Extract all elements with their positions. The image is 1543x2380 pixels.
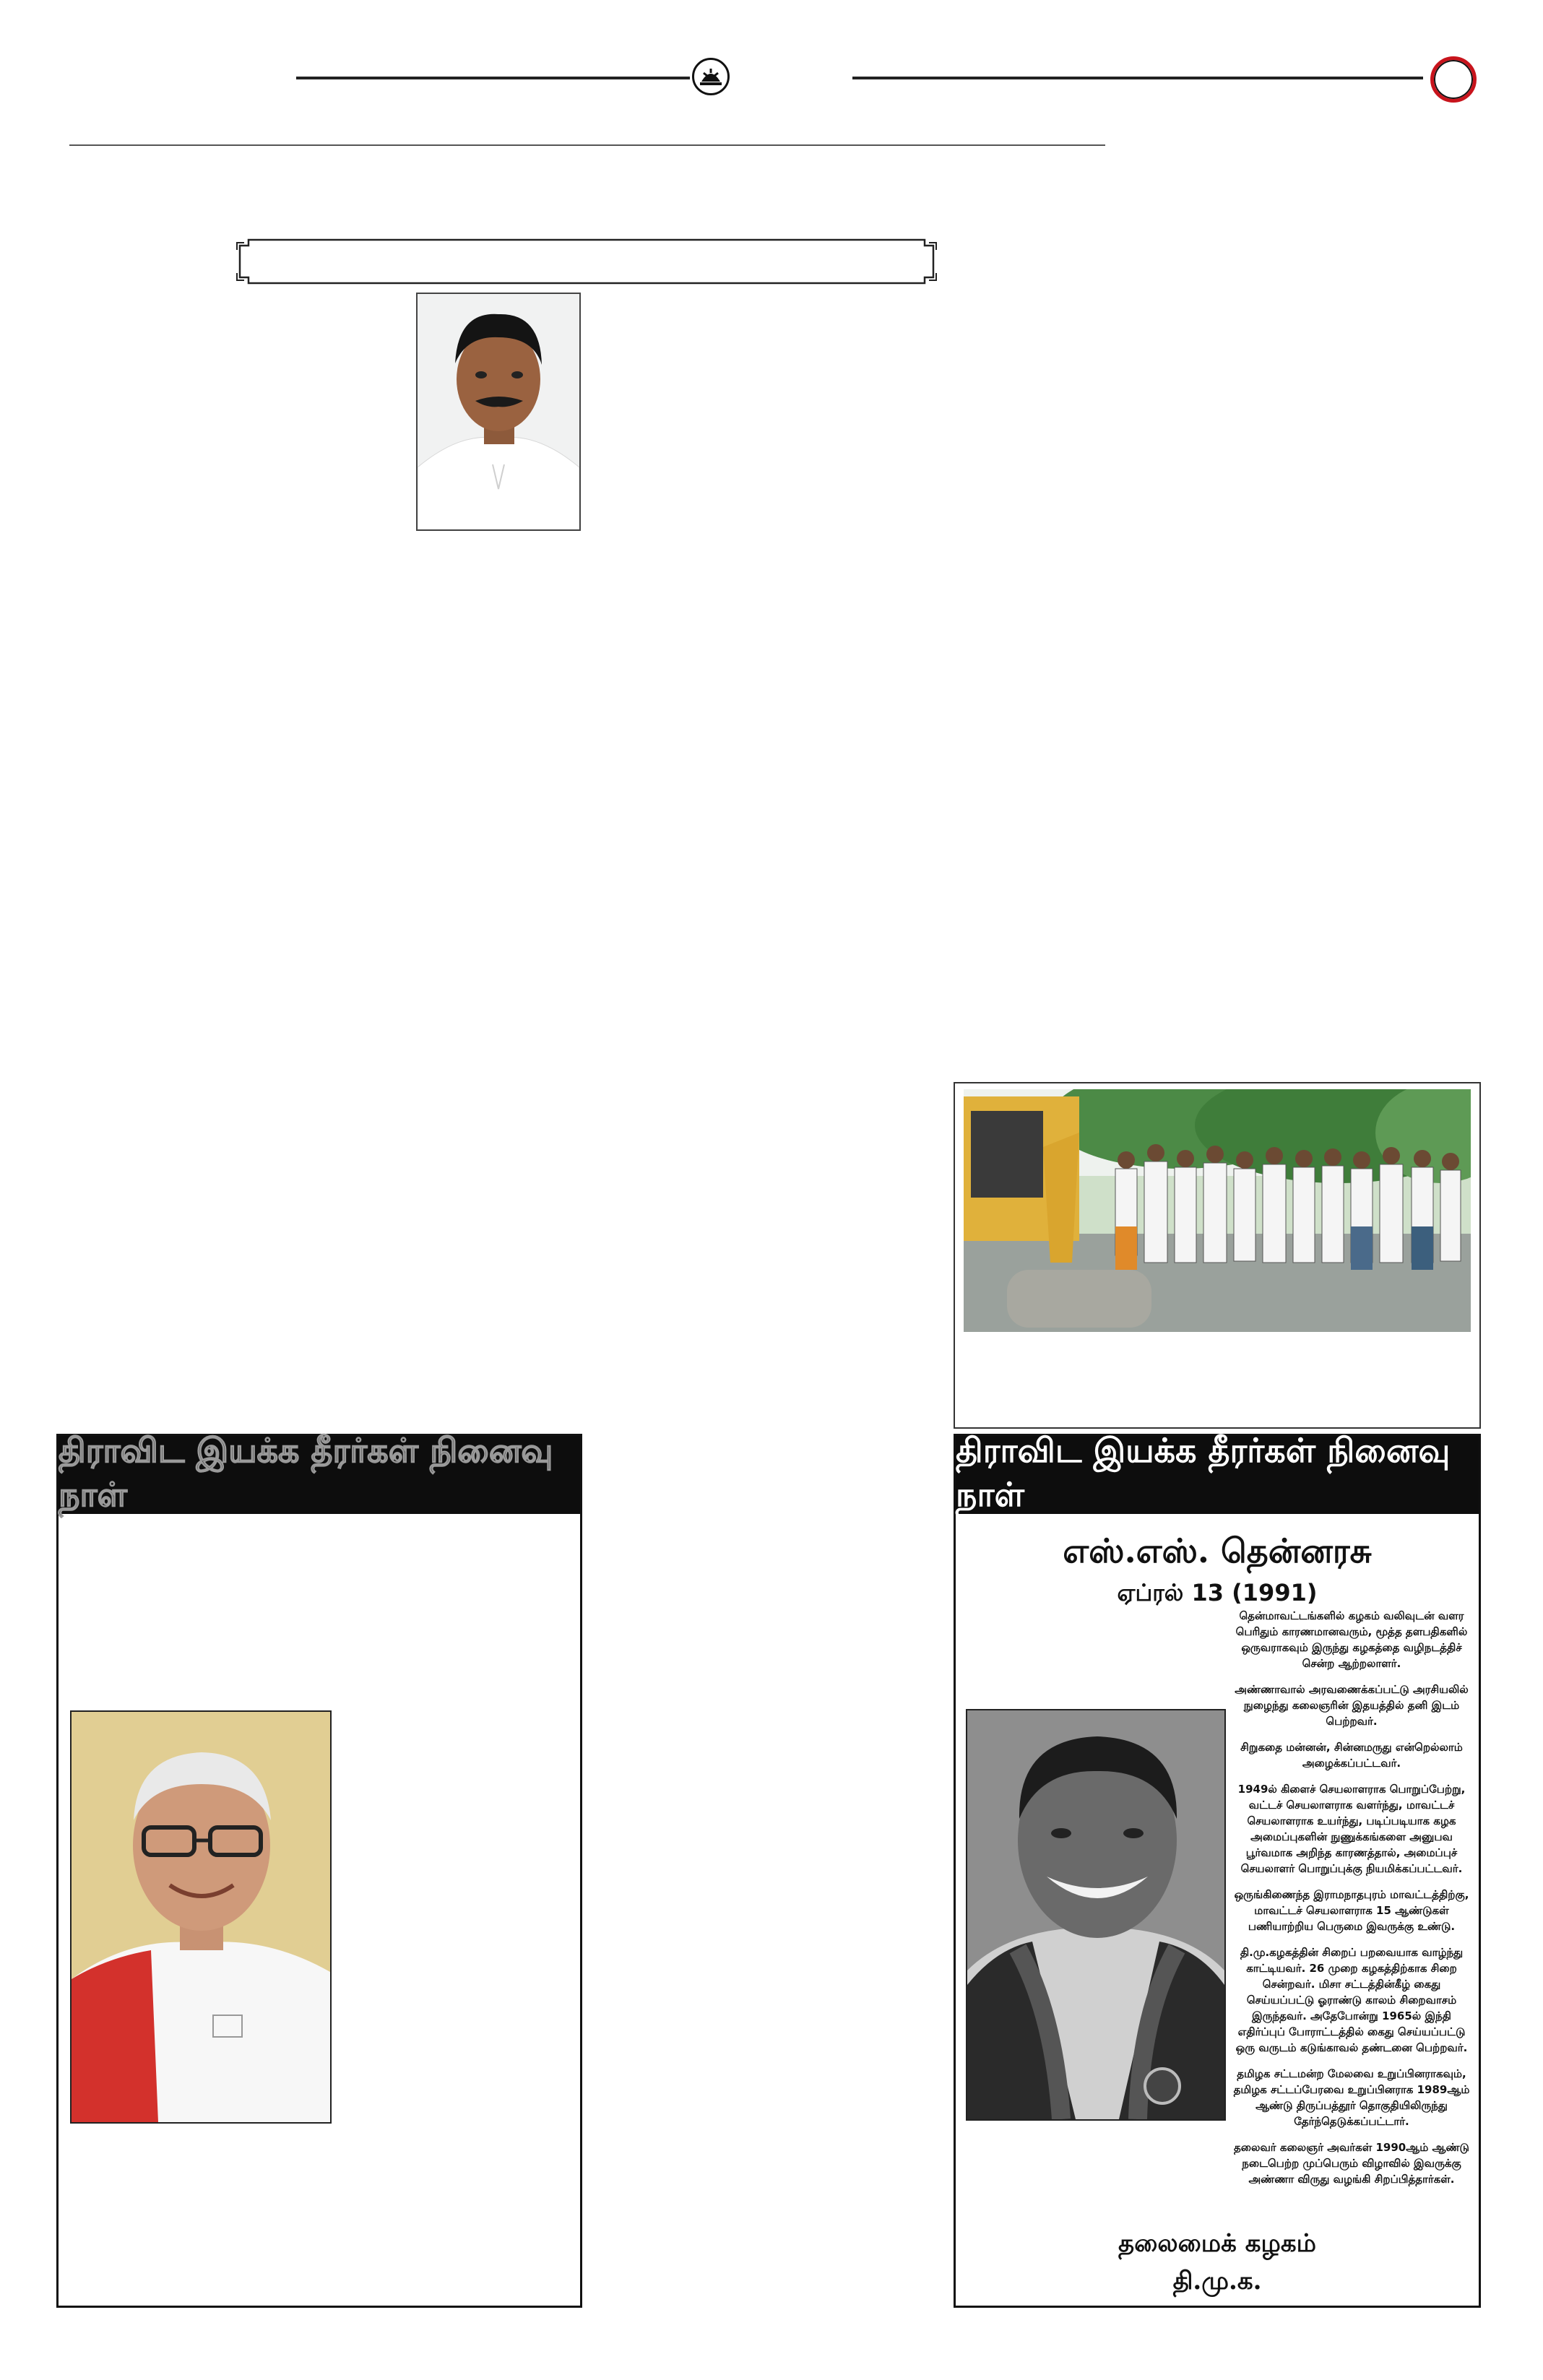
header-rule-right — [852, 77, 1423, 79]
site-inauguration-photo — [964, 1089, 1471, 1332]
memorial-box-right — [954, 1431, 1481, 2308]
memorial-footer-party: தி.மு.க. — [1172, 2267, 1262, 2295]
memorial-right-heading: திராவிட இயக்க தீரர்கள் நினைவு நாள் — [956, 1436, 1479, 1514]
memorial-bio — [1229, 1608, 1474, 2197]
tennarasu-portrait-photo — [966, 1709, 1226, 2121]
memorial-box-left — [56, 1431, 582, 2308]
veteran-portrait-photo — [70, 1710, 332, 2124]
memorial-death-date: ஏப்ரல் 13 (1991) — [1117, 1579, 1318, 1606]
memorial-left-heading: திராவிட இயக்க தீரர்கள் நினைவு நாள் — [59, 1436, 580, 1514]
section-divider — [69, 144, 1105, 146]
red-circle-badge-icon — [1430, 56, 1477, 103]
memorial-person-name: எஸ்.எஸ். தென்னரசு — [1063, 1531, 1372, 1570]
header-rule-left — [296, 77, 690, 79]
bio-paragraph: அண்ணாவால் அரவணைக்கப்பட்டு அரசியலில் நுழைந்து கலைஞரின் இதயத்தில் தனி இடம் பெற்றவர். — [1235, 1683, 1469, 1728]
rising-sun-emblem-icon — [692, 58, 730, 95]
bio-paragraph: 1949ல் கிளைச் செயலாளராக பொறுப்பேற்று, வட்டச் செயலாளராக வளர்ந்து, மாவட்டச் செயலாளராக உயர்ந்து, படிப்படியாக கழக அமைப்புகளின் நுணுக்கங்களை அனுபவ பூர்வமாக அறிந்த காரணத்தால், அமைப்புச் செயலாளர் பொறுப்புக்கு நியமிக்கப்பட்டவர். — [1237, 1783, 1466, 1875]
ornamental-title-frame — [234, 237, 939, 286]
leader-portrait-photo — [416, 293, 581, 531]
bio-paragraph: தலைவர் கலைஞர் அவர்கள் 1990ஆம் ஆண்டு நடைபெற்ற முப்பெரும் விழாவில் இவருக்கு அண்ணா விருது வழங்கி சிறப்பித்தார்கள். — [1234, 2141, 1469, 2186]
bio-paragraph: தென்மாவட்டங்களில் கழகம் வலிவுடன் வளர பெரிதும் காரணமானவரும், மூத்த தளபதிகளில் ஒருவராகவும் இருந்து கழகத்தை வழிநடத்திச் சென்ற ஆற்றலாளர். — [1235, 1609, 1468, 1670]
bio-paragraph: ஒருங்கிணைந்த இராமநாதபுரம் மாவட்டத்திற்கு, மாவட்டச் செயலாளராக 15 ஆண்டுகள் பணியாற்றிய பெருமை இவருக்கு உண்டு. — [1234, 1888, 1469, 1933]
bio-paragraph: தமிழக சட்டமன்ற மேலவை உறுப்பினராகவும், தமிழக சட்டப்பேரவை உறுப்பினராக 1989ஆம் ஆண்டு திருப்பத்தூர் தொகுதியிலிருந்து தேர்ந்தெடுக்கப்பட்டார். — [1233, 2067, 1470, 2128]
bio-paragraph: தி.மு.கழகத்தின் சிறைப் பறவையாக வாழ்ந்து காட்டியவர். 26 முறை கழகத்திற்காக சிறை சென்றவர். மிசா சட்டத்தின்கீழ் கைது செய்யப்பட்டு ஓராண்டு காலம் சிறைவாசம் இருந்தவர். அதேபோன்று 1965ல் இந்தி எதிர்ப்புப் போராட்டத்தில் கைது செய்யப்பட்டு ஒரு வருடம் கடுங்காவல் தண்டனை பெற்றவர். — [1235, 1946, 1468, 2054]
bio-paragraph: சிறுகதை மன்னன், சின்னமருது என்றெல்லாம் அழைக்கப்பட்டவர். — [1240, 1741, 1463, 1770]
memorial-footer-org: தலைமைக் கழகம் — [1118, 2229, 1316, 2258]
site-photo-frame — [954, 1082, 1481, 1429]
